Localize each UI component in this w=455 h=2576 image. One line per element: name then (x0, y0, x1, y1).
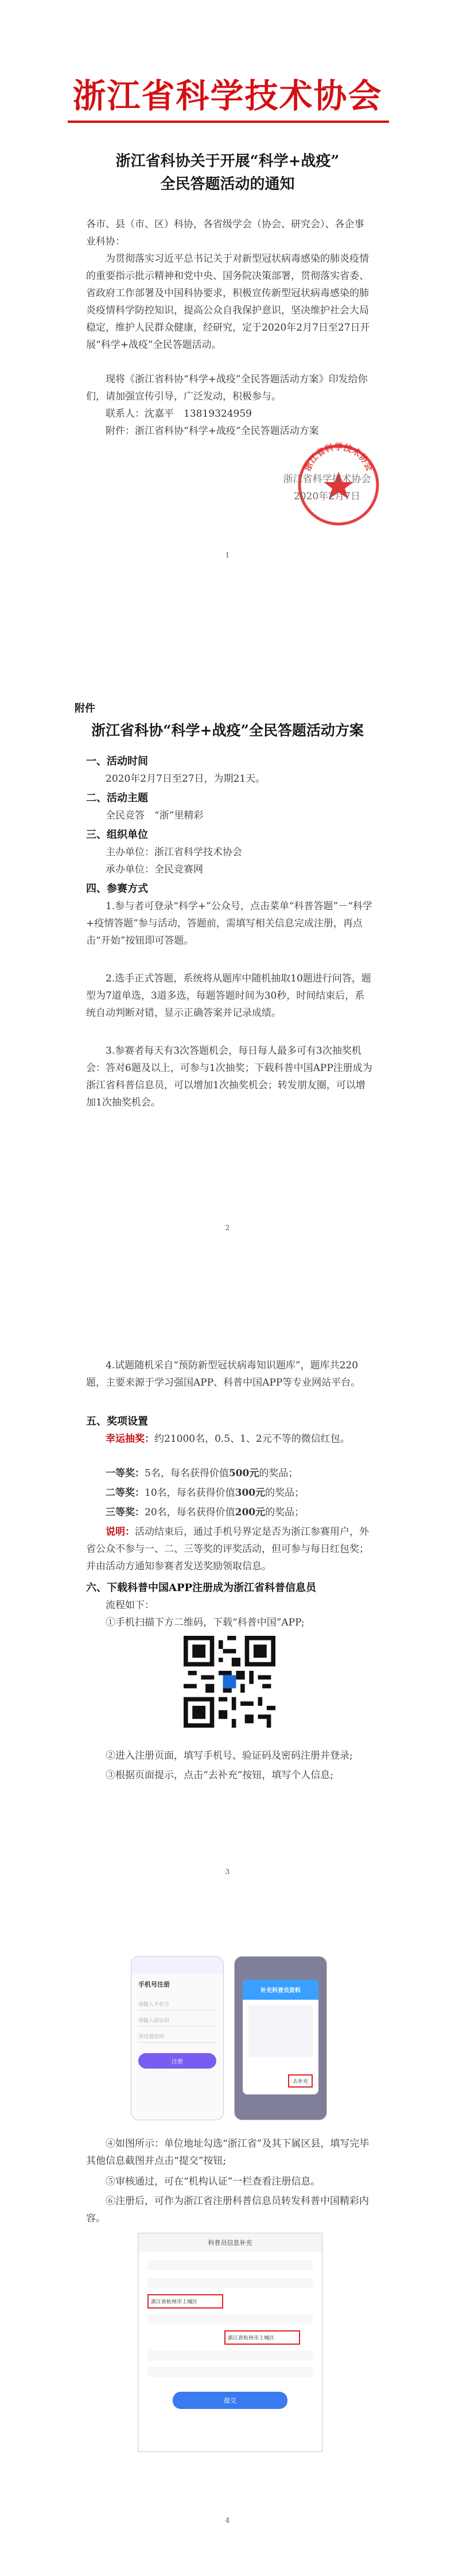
page-number: 2 (225, 1224, 230, 1232)
page-1 (0, 0, 455, 644)
prize-lucky-label: 幸运抽奖： (106, 1433, 154, 1445)
prize-third-label: 三等奖： (106, 1507, 145, 1518)
co-organizer-line: 承办单位：全民竞赛网 (106, 864, 203, 875)
masthead-rule (68, 121, 389, 123)
step-4: ④如图所示：单位地址勾选“浙江省”及其下属区县，填写完毕其他信息截图并点击“提交”按钮; (86, 2138, 370, 2167)
form-screenshot (138, 2233, 322, 2452)
prize-note-text: 活动结束后，通过手机号界定是否为浙江参赛用户，外省公众不参与一、二、三等奖的评奖活动，但可参与每日红包奖；并由活动方通知参赛者发送奖励领取信息。 (86, 1526, 369, 1572)
form-row (147, 2260, 313, 2270)
signing-date: 2020年2月7日 (294, 491, 360, 502)
notice-para-2: 现将《浙江省科协“科学+战疫”全民答题活动方案》印发给你们，请加强宣传引导，广泛发动，积极参与。 (86, 374, 368, 402)
section-4-heading: 四、参赛方式 (86, 883, 148, 895)
page-3 (0, 1288, 455, 2576)
prize-second-label: 二等奖： (106, 1487, 145, 1499)
region-select[interactable]: 浙江省杭州市上城区 (224, 2330, 300, 2345)
phone-input[interactable]: 请输入手机号 (138, 1998, 216, 2011)
step-1: ①手机扫描下方二维码，下载“科普中国”APP; (106, 1617, 305, 1628)
svg-text:浙江省科学技术协会: 浙江省科学技术协会 (302, 442, 375, 473)
phone-screenshot-supplement (234, 1956, 327, 2120)
page-number: 3 (225, 1868, 230, 1876)
section-6-heading: 六、下载科普中国APP注册成为浙江省科普信息员 (86, 1582, 317, 1594)
section-2-text: 全民竞答 “浙”里精彩 (106, 810, 204, 821)
app-header (131, 1957, 223, 1974)
page-number: 1 (225, 551, 230, 559)
password-input[interactable]: 请设置密码 (138, 2030, 216, 2043)
attachment-label: 附件 (75, 703, 95, 715)
supplement-banner: 补充科普员资料 (243, 1980, 318, 2000)
section-1-text: 2020年2月7日至27日，为期21天。 (106, 773, 266, 785)
attachment-line: 附件：浙江省科协“科学+战疫”全民答题活动方案 (106, 425, 319, 437)
prize-third (86, 1504, 373, 1521)
prize-third-text: 20名，每名获得价值 (145, 1507, 235, 1518)
form-row (147, 2278, 313, 2288)
section-5-heading: 五、奖项设置 (86, 1415, 148, 1427)
flow-intro: 流程如下： (106, 1600, 154, 1611)
prize-first-value: 500元 (228, 1468, 259, 1479)
prize-third-suffix: 的奖品； (265, 1507, 305, 1518)
supplement-button[interactable]: 去补充 (288, 2074, 313, 2088)
step-5: ⑤审核通过，可在“机构认证”一栏查看注册信息。 (106, 2176, 321, 2187)
prize-first-label: 一等奖： (106, 1468, 145, 1479)
prize-second (86, 1484, 373, 1502)
contact-line: 联系人：沈嘉平 13819324959 (106, 408, 252, 420)
prize-note (86, 1523, 373, 1575)
form-header: 科普员信息补充 (138, 2233, 322, 2252)
page-number: 4 (225, 2516, 230, 2524)
form-row (147, 2366, 313, 2377)
salutation: 各市、县（市、区）科协，各省级学会（协会、研究会）、各企事业科协： (86, 219, 364, 247)
rule-2: 2.选手正式答题，系统将从题库中随机抽取10题进行问答，题型为7道单选，3道多选，每题答题时间为30秒，时间结束后，系统自动判断对错，显示正确答案并记录成绩。 (86, 973, 371, 1019)
supplement-popup (243, 1980, 318, 2094)
prize-first-suffix: 的奖品； (259, 1468, 298, 1479)
section-1-heading: 一、活动时间 (86, 755, 148, 767)
page-2 (0, 644, 455, 1288)
register-button[interactable]: 注册 (138, 2053, 216, 2069)
notice-para-1: 为贯彻落实习近平总书记关于对新型冠状病毒感染的肺炎疫情的重要指示批示精神和党中央、国务院决策部署，贯彻落实省委、省政府工作部署及中国科协要求，积极宣传新型冠状病毒感染的肺炎疫情科学防控知识，提高公众自我保护意识，坚决维护社会大局稳定，维护人民群众健康，经研究，定于2020年2月7日至27日开展“科学+战疫”全民答题活动。 (86, 253, 370, 351)
prize-first (86, 1465, 373, 1482)
step-6: ⑥注册后，可作为浙江省注册科普信息员转发科普中国精彩内容。 (86, 2195, 369, 2224)
submit-button[interactable]: 提交 (173, 2392, 287, 2409)
prize-second-suffix: 的奖品； (265, 1487, 305, 1499)
prize-note-label: 说明： (106, 1526, 135, 1538)
section-2-heading: 二、活动主题 (86, 792, 148, 804)
rule-1: 1.参与者可登录“科学+”公众号，点击菜单“科普答题”－“科学+疫情答题”参与活动，答题前，需填写相关信息完成注册，再点击“开始”按钮即可答题。 (86, 901, 372, 946)
step-3: ③根据页面提示，点击“去补充”按钮，填写个人信息; (106, 1770, 334, 1781)
doc-title-line2: 全民答题活动的通知 (160, 176, 295, 193)
prize-lucky (86, 1430, 373, 1448)
org-masthead: 浙江省科学技术协会 (72, 76, 383, 115)
supplement-body (248, 2005, 313, 2057)
prize-second-value: 300元 (235, 1487, 266, 1499)
plan-title: 浙江省科协“科学+战疫”全民答题活动方案 (91, 722, 364, 739)
signing-org: 浙江省科学技术协会 (283, 474, 371, 485)
prize-lucky-text: 约21000名，0.5、1、2元不等的微信红包。 (154, 1433, 350, 1445)
prize-first-text: 5名，每名获得价值 (145, 1468, 229, 1479)
register-title: 手机号注册 (138, 1981, 170, 1988)
code-input[interactable]: 请输入验证码 (138, 2014, 216, 2027)
rule-3: 3.参赛者每天有3次答题机会，每日每人最多可有3次抽奖机会：答对6题及以上，可参与1次抽奖；下载科普中国APP注册成为浙江省科普信息员，可以增加1次抽奖机会；转发朋友圈，可以增加1次抽奖机会。 (86, 1045, 372, 1108)
phone-screenshot-register (131, 1956, 224, 2120)
step-2: ②进入注册页面，填写手机号、验证码及密码注册并登录; (106, 1750, 353, 1762)
prize-second-text: 10名，每名获得价值 (145, 1487, 235, 1499)
region-select[interactable]: 浙江省杭州市上城区 (147, 2294, 223, 2309)
section-3-heading: 三、组织单位 (86, 829, 148, 841)
organizer-line: 主办单位：浙江省科学技术协会 (106, 847, 242, 858)
qr-code-icon (184, 1636, 275, 1728)
form-row (147, 2314, 313, 2325)
rule-4: 4.试题随机采自“预防新型冠状病毒知识题库”，题库共220题，主要来源于学习强国APP、科普中国APP等专业网站平台。 (86, 1360, 361, 1388)
doc-title-line1: 浙江省科协关于开展“科学+战疫” (115, 153, 340, 170)
form-row (147, 2350, 313, 2361)
prize-third-value: 200元 (235, 1507, 266, 1518)
